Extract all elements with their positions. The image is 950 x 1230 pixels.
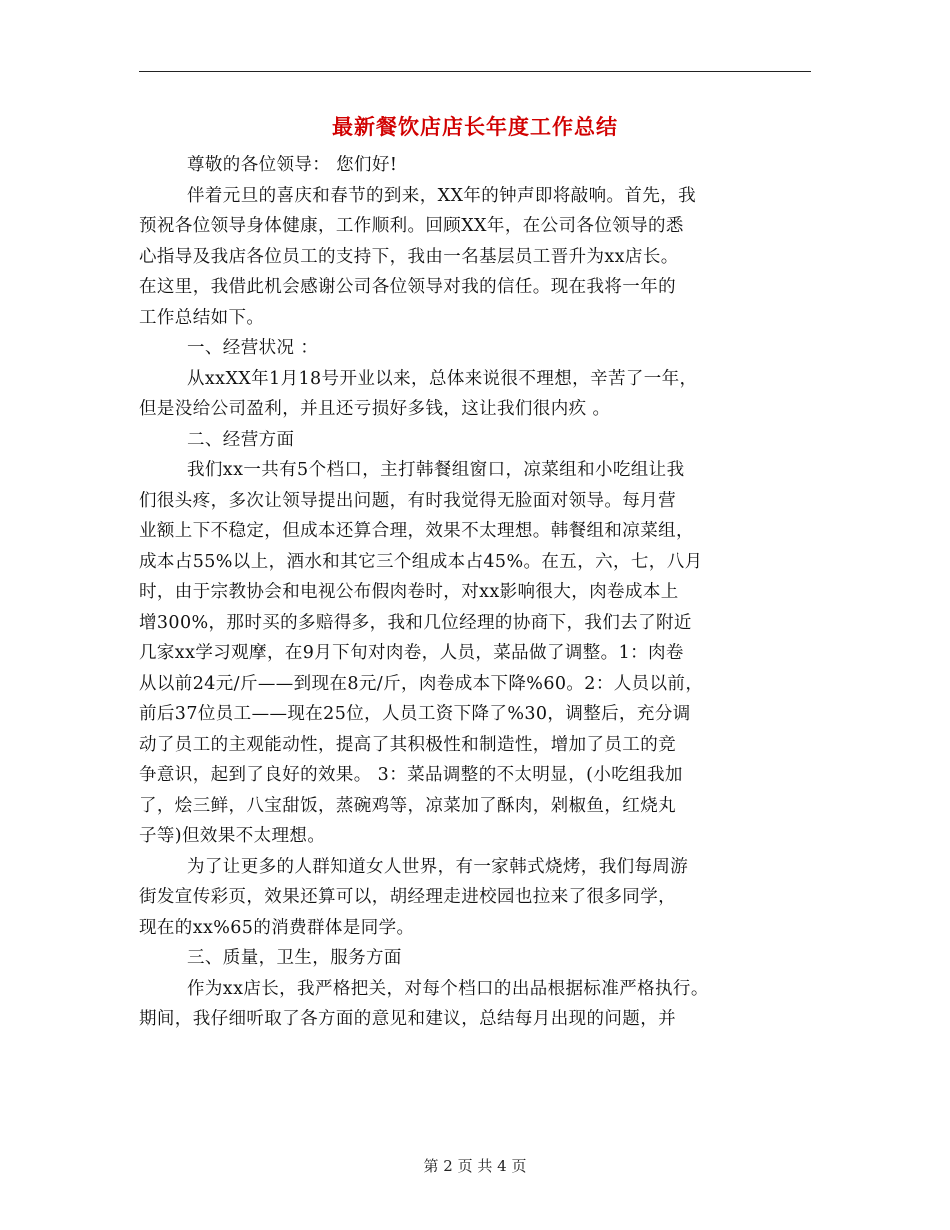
text-line: 三、质量，卫生，服务方面 xyxy=(187,948,402,968)
text-line: 为了让更多的人群知道女人世界，有一家韩式烧烤，我们每周游 xyxy=(187,856,689,877)
text-line: 期间，我仔细听取了各方面的意见和建议，总结每月出现的问题，并 xyxy=(139,1009,676,1029)
header-rule xyxy=(139,71,811,72)
text-line: 业额上下不稳定，但成本还算合理，效果不太理想。韩餐组和凉菜组， xyxy=(139,521,694,541)
text-line: 争意识，起到了良好的效果。 3：菜品调整的不太明显，(小吃组我加 xyxy=(139,765,683,785)
text-line: 们很头疼，多次让领导提出问题，有时我觉得无脸面对领导。每月营 xyxy=(139,490,676,511)
text-line: 作为xx店长，我严格把关，对每个档口的出品根据标准严格执行。 xyxy=(187,978,709,999)
text-line: 从xxXX年1月18号开业以来，总体来说很不理想，辛苦了一年， xyxy=(187,368,698,389)
text-line: 时，由于宗教协会和电视公布假肉卷时，对xx影响很大，肉卷成本上 xyxy=(139,582,679,602)
text-line: 子等)但效果不太理想。 xyxy=(139,826,326,846)
text-line: 预祝各位领导身体健康，工作顺利。回顾XX年，在公司各位领导的悉 xyxy=(139,216,684,236)
text-line: 动了员工的主观能动性，提高了其积极性和制造性，增加了员工的竞 xyxy=(139,734,676,755)
text-line: 一、经营状况 ： xyxy=(187,338,319,358)
document-body xyxy=(139,150,811,1035)
text-line: 心指导及我店各位员工的支持下，我由一名基层员工晋升为xx店长。 xyxy=(139,246,679,267)
text-line: 尊敬的各位领导： 您们好! xyxy=(187,155,398,175)
text-line: 街发宣传彩页，效果还算可以，胡经理走进校园也拉来了很多同学， xyxy=(139,887,676,907)
text-line: 工作总结如下。 xyxy=(139,307,265,328)
text-line: 从以前24元/斤——到现在8元/斤，肉卷成本下降%60。2：人员以前， xyxy=(139,673,704,694)
text-line: 了，烩三鲜，八宝甜饭，蒸碗鸡等，凉菜加了酥肉，剁椒鱼，红烧丸 xyxy=(139,795,676,816)
text-line: 但是没给公司盈利，并且还亏损好多钱，这让我们很内疚 。 xyxy=(139,399,611,419)
text-line: 成本占55%以上，酒水和其它三个组成本占45%。在五，六，七，八月 xyxy=(139,551,703,572)
text-line: 伴着元旦的喜庆和春节的到来，XX年的钟声即将敲响。首先，我 xyxy=(187,185,697,206)
text-line: 前后37位员工——现在25位，人员工资下降了%30，调整后，充分调 xyxy=(139,704,691,724)
text-line: 二、经营方面 xyxy=(187,429,295,450)
text-line: 在这里，我借此机会感谢公司各位领导对我的信任。现在我将一年的 xyxy=(139,277,676,297)
document-title: 最新餐饮店店长年度工作总结 xyxy=(332,114,618,139)
text-line: 我们xx一共有5个档口，主打韩餐组窗口，凉菜组和小吃组让我 xyxy=(187,460,685,480)
page-footer: 第 2 页 共 4 页 xyxy=(423,1157,527,1175)
text-line: 现在的xx%65的消费群体是同学。 xyxy=(139,917,415,938)
text-line: 增300%，那时买的多赔得多，我和几位经理的协商下，我们去了附近 xyxy=(139,612,692,633)
text-line: 几家xx学习观摩，在9月下旬对肉卷，人员，菜品做了调整。1：肉卷 xyxy=(139,643,684,663)
